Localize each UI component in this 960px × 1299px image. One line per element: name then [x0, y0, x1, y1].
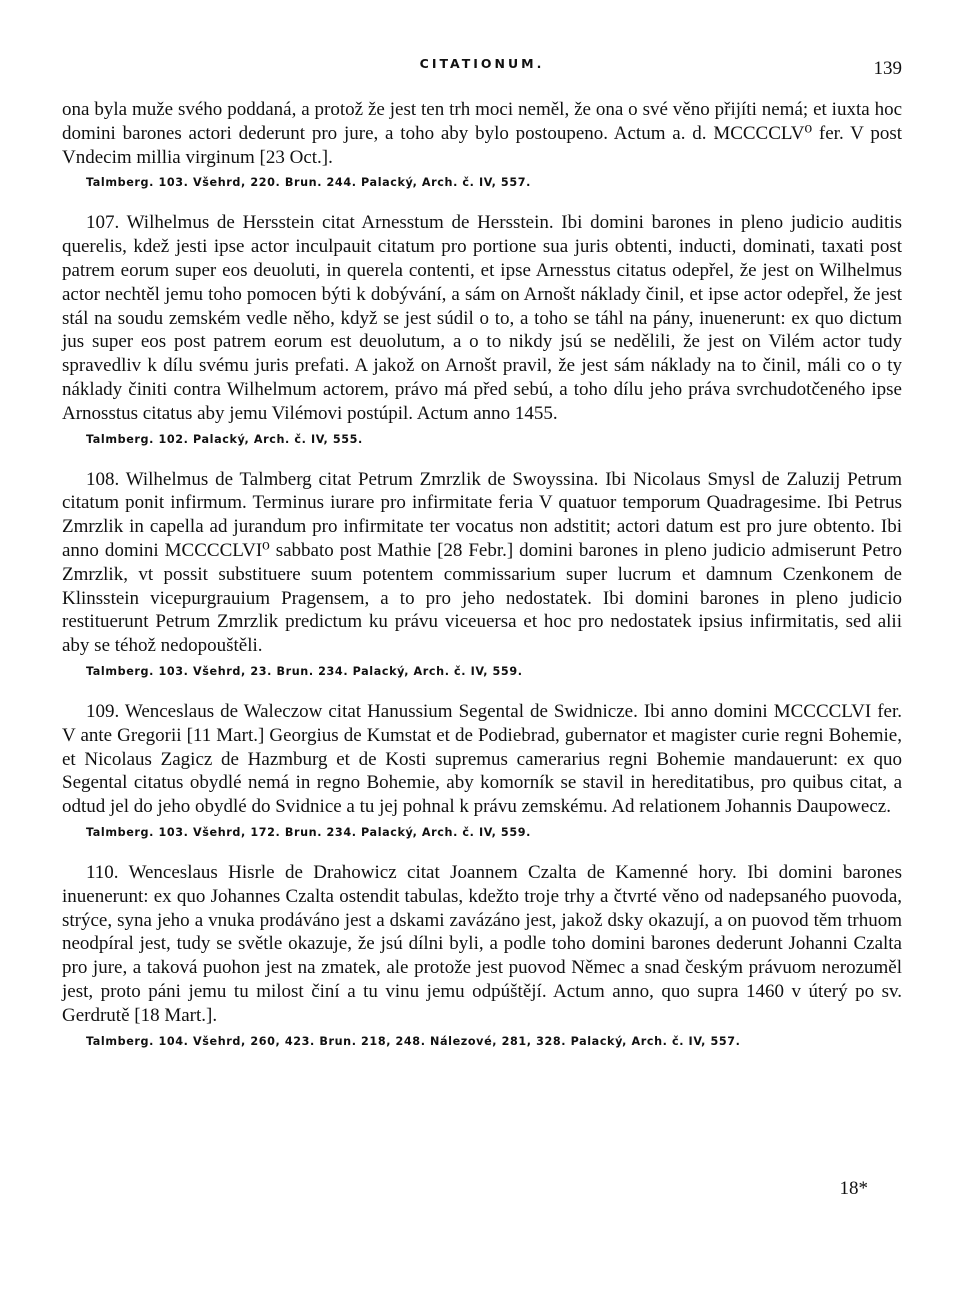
page-number: 139 [873, 58, 902, 79]
entry-text: 109. Wenceslaus de Waleczow citat Hanussium Segental de Swidnicze. Ibi anno domini MCCCCLVI fer. V ante Gregorii [11 Mart.] Georgius de Kumstat et de Podiebrad, gubernator et magister curie regni Bohemie, et Nicolaus Zagicz de Hazmburg et de Kosti supremus camerarius regni Bohemie mandauerunt: ex quo Segental citatus obydlé nemá in regno Bohemie, aby komorník se stavil in hereditatibus, pro quibus citat, a odtud jel do jeho obydlé do Svidnice a tu jej pohnal k právu zemskému. Ad relationem Johannis Daupowecz. [62, 700, 902, 818]
source-references: Talmberg. 103. Všehrd, 172. Brun. 234. Palacký, Arch. č. IV, 559. [86, 825, 531, 839]
entry-text: ona byla muže svého poddaná, a protož že jest ten trh moci neměl, že ona o své věno přijíti nemá; et iuxta hoc domini barones actori dederunt pro jure, a toho aby bylo postoupeno. Actum a. d. MCCCCLV⁰ fer. V post Vndecim millia virginum [23 Oct.]. [62, 99, 902, 168]
entry-text: 107. Wilhelmus de Hersstein citat Arnesstum de Hersstein. Ibi domini barones in pleno judicio auditis querelis, kdež jesti ipse actor inculpauit citatum pro portione sua juris obtenti, inducti, dominati, taxati post patrem eorum super eos deuoluti, in querela contenti, et ipse Arnesstus citatus odepřel, že jest on Wilhelmus actor nechtěl jemu toho pomocen býti k dobývání, a sám on Arnošt náklady činil, et ipse actor odepřel, že jest stál na soudu zemském vedle něho, když se jest súdil o to, a toho se táhl na pány, inuenerunt: ex quo dictum jus super eos post patrem eorum est deuolutum, a o to nikdy jsú se nedělili, že jest on Vilém actor tudy spravedliv k dílu svému juris prefati. A jakož on Arnošt pravil, že jest sám náklady na to činil, máli co o ty náklady činiti contra Wilhelmum actorem, právo má před sebú, a toho dílu jeho práva svrchudotčeného ipse Arnosstus citatus aby jemu Vilémovi postúpil. Actum anno 1455. [62, 212, 902, 424]
page-header [62, 48, 902, 78]
entry-109 [62, 700, 902, 842]
source-references: Talmberg. 103. Všehrd, 23. Brun. 234. Palacký, Arch. č. IV, 559. [86, 664, 523, 678]
entry-continuation [62, 98, 902, 192]
source-references: Talmberg. 103. Všehrd, 220. Brun. 244. Palacký, Arch. č. IV, 557. [86, 176, 531, 190]
signature-mark: 18* [839, 1178, 868, 1199]
entry-108 [62, 468, 902, 681]
entry-110 [62, 861, 902, 1051]
entry-text: 110. Wenceslaus Hisrle de Drahowicz citat Joannem Czalta de Kamenné hory. Ibi domini barones inuenerunt: ex quo Johannes Czalta ostendit tabulas, kdežto troje trhy a čtvrté věno od nadepsaného puovoda, strýce, syna jeho a vnuka prodáváno jest a dskami zavázáno jest, jakož dsky okazují, a on puovod těm trhuom neodpíral jest, tudy se světle okazuje, že jsú dílni byli, a podle toho domini barones dederunt Johanni Czalta pro jure, a taková puohon jest na zmatek, ale protože jest puovod Němec a snad českým právuom nerozuměl jest, proto páni jemu tu milost činí a tu vinu jemu odpúštějí. Actum anno, quo supra 1460 v úterý po sv. Gerdrutě [18 Mart.]. [62, 861, 902, 1026]
page-body [62, 98, 902, 1051]
entry-107 [62, 211, 902, 448]
book-page [62, 0, 902, 1299]
running-title: CITATIONUM. [419, 56, 545, 71]
source-references: Talmberg. 104. Všehrd, 260, 423. Brun. 218, 248. Nálezové, 281, 328. Palacký, Arch. č. IV, 557. [86, 1034, 741, 1048]
entry-text: 108. Wilhelmus de Talmberg citat Petrum Zmrzlik de Swoyssina. Ibi Nicolaus Smysl de Zaluzij Petrum citatum ponit infirmum. Terminus iurare pro infirmitate feria V quatuor temporum Quadragesime. Ibi Petrus Zmrzlik in capella ad jurandum pro infirmitate ter vocatus non adstitit; actori datum est pro jure obtento. Ibi anno domini MCCCCLVI⁰ sabbato post Mathie [28 Febr.] domini barones in pleno judicio admiserunt Petro Zmrzlik, vt possit substituere suum potentem commissarium super lucrum et damnum Czenkonem de Klinsstein vicepurgrauium Pragensem, a to pro jeho nedostatek. Ibi domini barones in pleno judicio restituerunt Petrum Zmrzlik predictum ku právu viceuersa et hoc pro nedostatek ipsius infirmitatis, sed alii aby se téhož nedopouštěli. [62, 468, 902, 657]
source-references: Talmberg. 102. Palacký, Arch. č. IV, 555. [86, 432, 363, 446]
